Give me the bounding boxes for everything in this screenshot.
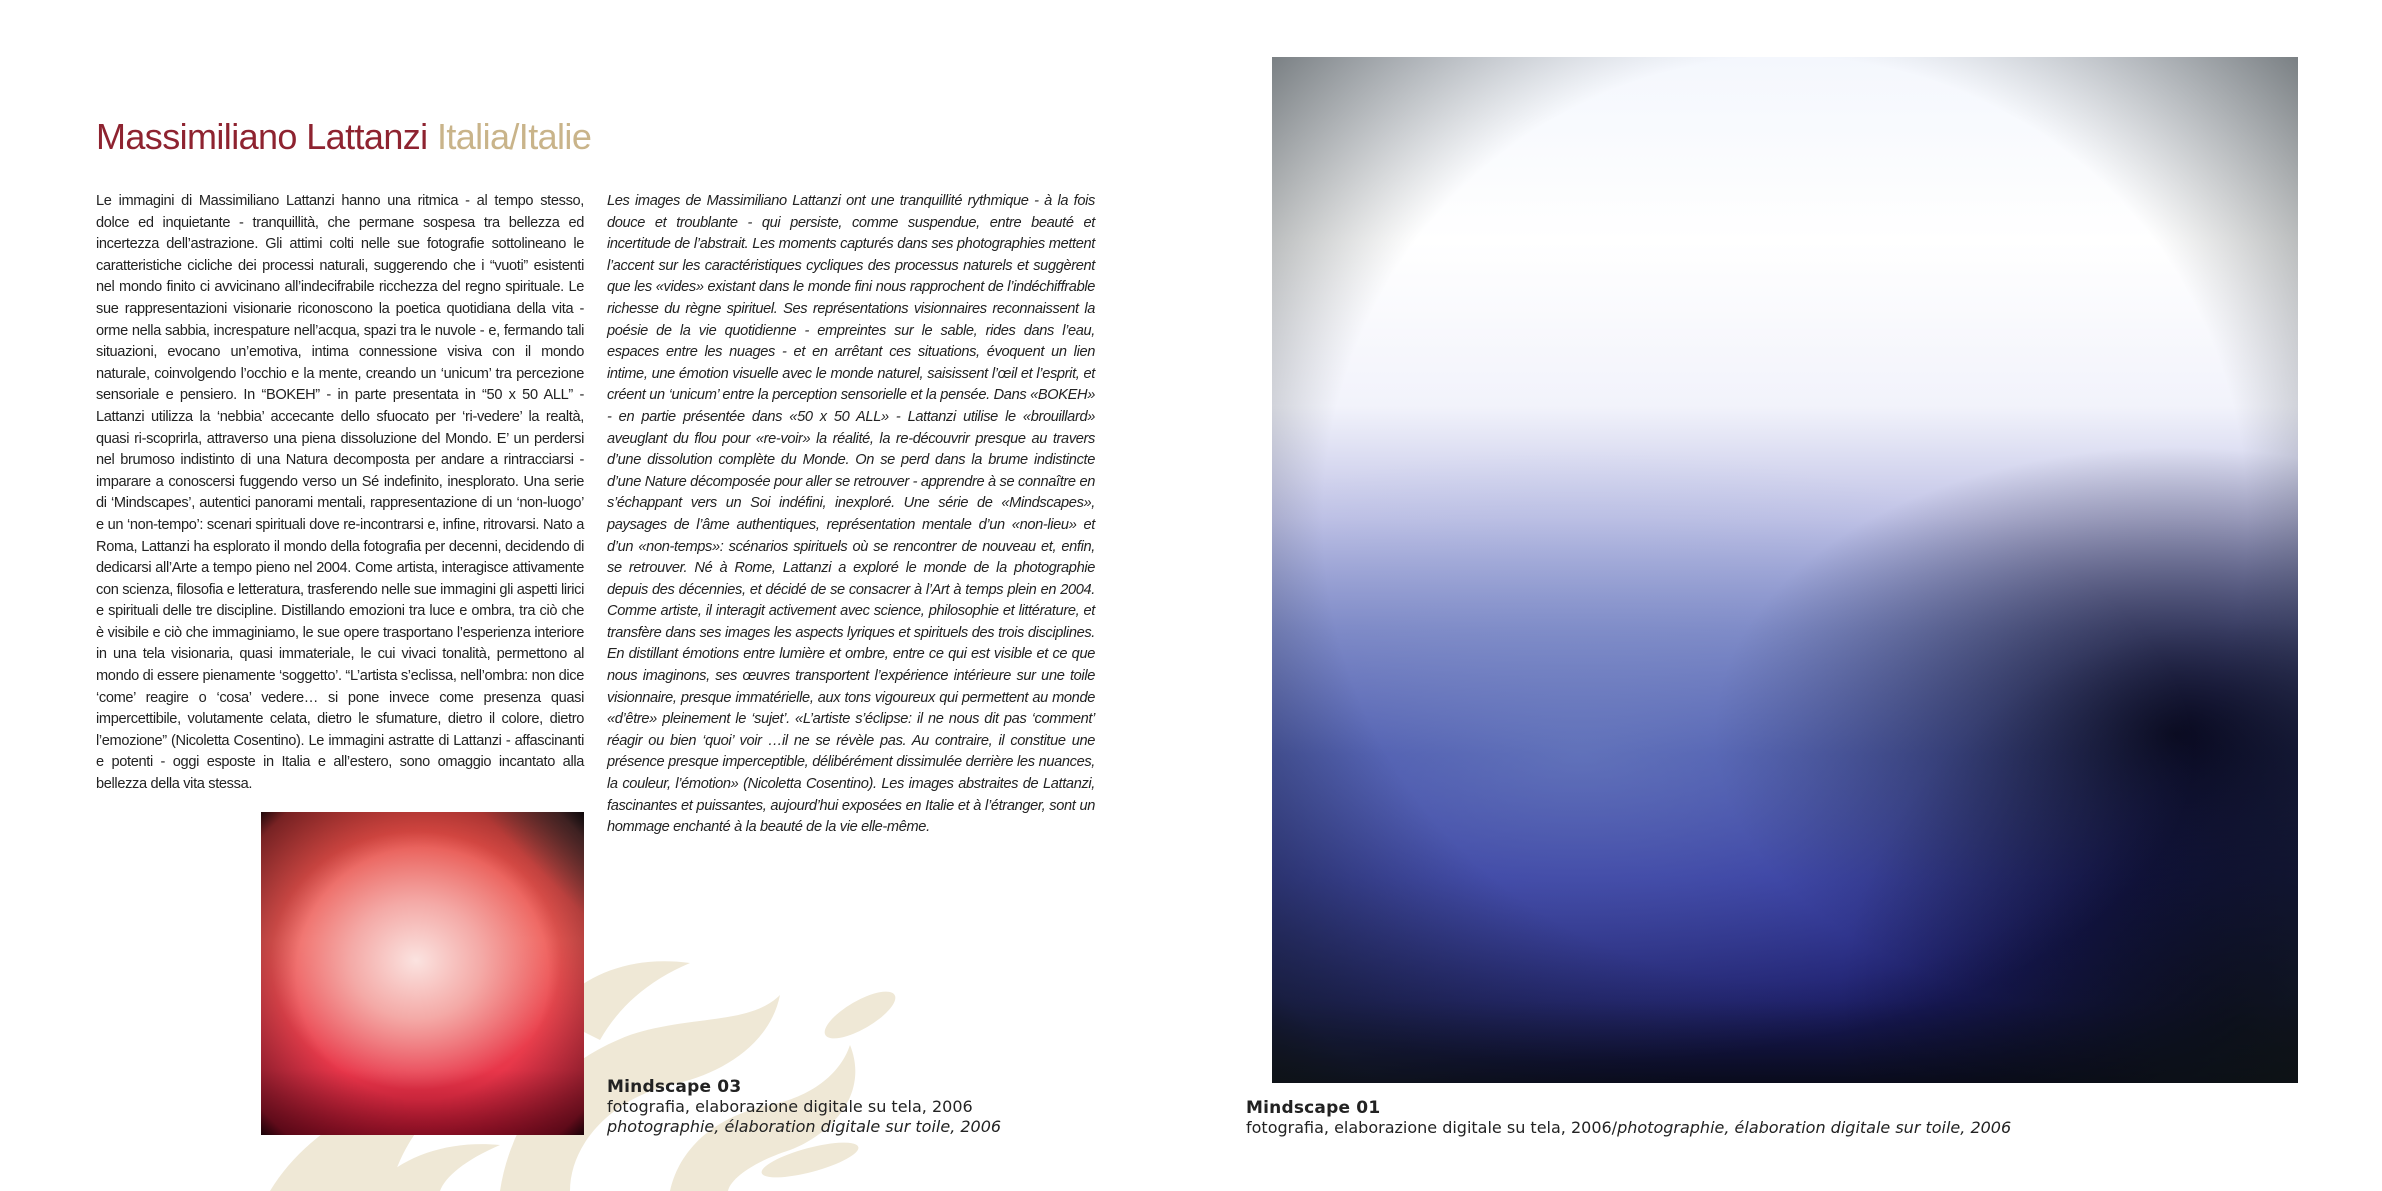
artist-country: Italia/Italie — [436, 116, 592, 157]
caption-mindscape-03 — [607, 1077, 1001, 1137]
artist-name: Massimiliano Lattanzi — [96, 116, 428, 157]
text-french: Les images de Massimiliano Lattanzi ont une tranquillité rythmique - à la fois douce et troublante - qui persiste, comme suspendue, entre beauté et incertitude de l’abstrait. Les moments capturés dans ses photographies mettent l’accent sur les caractéristiques cycliques des processus naturels et suggèrent que les «vides» existant dans le monde fini nous rapprochent de l’indéchiffrable richesse du règne spirituel. Ses représentations visionnaires reconnaissent la poésie de la vie quotidienne - empreintes sur le sable, rides dans l’eau, espaces entre les nuages - et en arrêtant ces situations, évoquent un lien intime, une émotion visuelle avec le monde naturel, saisissent l’œil et l’esprit, et créent un ‘unicum’ entre la perception sensorielle et la pensée. Dans «BOKEH» - en partie présentée dans «50 x 50 ALL» - Lattanzi utilise le «brouillard» aveuglant du flou pour «re-voir» la réalité, la re-découvrir presque au travers d’une dissolution complète du Monde. On se perd dans la brume indistincte d’une Nature décomposée pour aller se retrouver - apprendre à se connaître en s’échappant vers un Soi indéfini, inexploré. Une série de «Mindscapes», paysages de l’âme authentiques, représentation mentale d’un «non-lieu» et d’un «non-temps»: scénarios spirituels où se rencontrer de nouveau et, enfin, se retrouver. Né à Rome, Lattanzi a exploré le monde de la photographie depuis des décennies, et décidé de se consacrer à l’Art à temps plein en 2004. Comme artiste, il interagit activement avec science, philosophie et littérature, et transfère dans ses images les aspects lyriques et spirituels des trois disciplines. En distillant émotions entre lumière et ombre, entre ce qui est visible et ce que nous imaginons, ses œuvres transportent l’expérience intérieure sur une toile visionnaire, presque immatérielle, aux tons vigoureux qui permettent au monde «d’être» pleinement le ‘sujet’. «L’artiste s’éclipse: il ne nous dit pas ‘comment’ réagir ou bien ‘quoi’ voir …il ne se révèle pas. Au contraire, il constitue une présence presque imperceptible, délibérément dissimulée derrière les nuances, la couleur, l’émotion» (Nicoletta Cosentino). Les images abstraites de Lattanzi, fascinantes et puissantes, aujourd’hui exposées en Italie et à l’étranger, sont un hommage enchanté à la beauté de la vie elle-même. — [607, 193, 1095, 836]
text-italian: Le immagini di Massimiliano Lattanzi hanno una ritmica - al tempo stesso, dolce ed inquietante - tranquillità, che permane sospesa tra bellezza ed incertezza dell’astrazione. Gli attimi colti nelle sue fotografie sottolineano le caratteristiche cicliche dei processi naturali, suggerendo che i “vuoti” esistenti nel mondo finito ci avvicinano all’indecifrabile ricchezza del regno spirituale. Le sue rappresentazioni visionarie riconoscono la poetica quotidiana della vita - orme nella sabbia, increspature nell’acqua, spazi tra le nuvole - e, fermando tali situazioni, evocano un’emotiva, intima connessione visiva con il mondo naturale, coinvolgendo l’occhio e la mente, creando un ‘unicum’ tra percezione sensoriale e pensiero. In “BOKEH” - in parte presentata in “50 x 50 ALL” - Lattanzi utilizza la ‘nebbia’ accecante dello sfuocato per ‘ri-vedere’ la realtà, quasi ri-scoprirla, attraverso una piena dissoluzione del Mondo. E’ un perdersi nel brumoso indistinto di una Natura decomposta per andare a rintracciarsi - imparare a conoscersi fuggendo verso un Sé indefinito, inesplorato. Una serie di ‘Mindscapes’, autentici panorami mentali, rappresentazione di un ‘non-luogo’ e un ‘non-tempo’: scenari spirituali dove re-incontrarsi e, infine, ritrovarsi. Nato a Roma, Lattanzi ha esplorato il mondo della fotografia per decenni, decidendo di dedicarsi all’Arte a tempo pieno nel 2004. Come artista, interagisce attivamente con scienza, filosofia e letteratura, trasferendo nelle sue immagini gli aspetti lirici e spirituali delle tre discipline. Distillando emozioni tra luce e ombra, tra ciò che è visibile e ciò che immaginiamo, le sue opere trasportano l’esperienza interiore in una tela visionaria, quasi immateriale, le cui vivaci tonalità, permettono al mondo di essere pienamente ‘soggetto’. “L’artista s’eclissa, nell’ombra: non dice ‘come’ reagire o ‘cosa’ vedere… si pone invece come presenza quasi impercettibile, volutamente celata, dietro le sfumature, dietro il colore, dietro l’emozione” (Nicoletta Cosentino). Le immagini astratte di Lattanzi - affascinanti e potenti - oggi esposte in Italia e all’estero, sono omaggio incantato alla bellezza della vita stessa. — [96, 193, 584, 793]
caption-french: photographie, élaboration digitale sur toile, 2006 — [1617, 1118, 2012, 1137]
caption-italian: fotografia, elaborazione digitale su tela, 2006 — [607, 1097, 973, 1116]
artwork-mindscape-01 — [1272, 57, 2298, 1083]
page-title — [96, 116, 591, 158]
caption-italian: fotografia, elaborazione digitale su tela, 2006/ — [1246, 1118, 1618, 1137]
caption-title: Mindscape 03 — [607, 1077, 742, 1097]
caption-french: photographie, élaboration digitale sur toile, 2006 — [607, 1117, 1002, 1136]
caption-mindscape-01 — [1246, 1098, 2011, 1138]
caption-title: Mindscape 01 — [1246, 1098, 1381, 1118]
artwork-mindscape-03 — [261, 812, 584, 1135]
